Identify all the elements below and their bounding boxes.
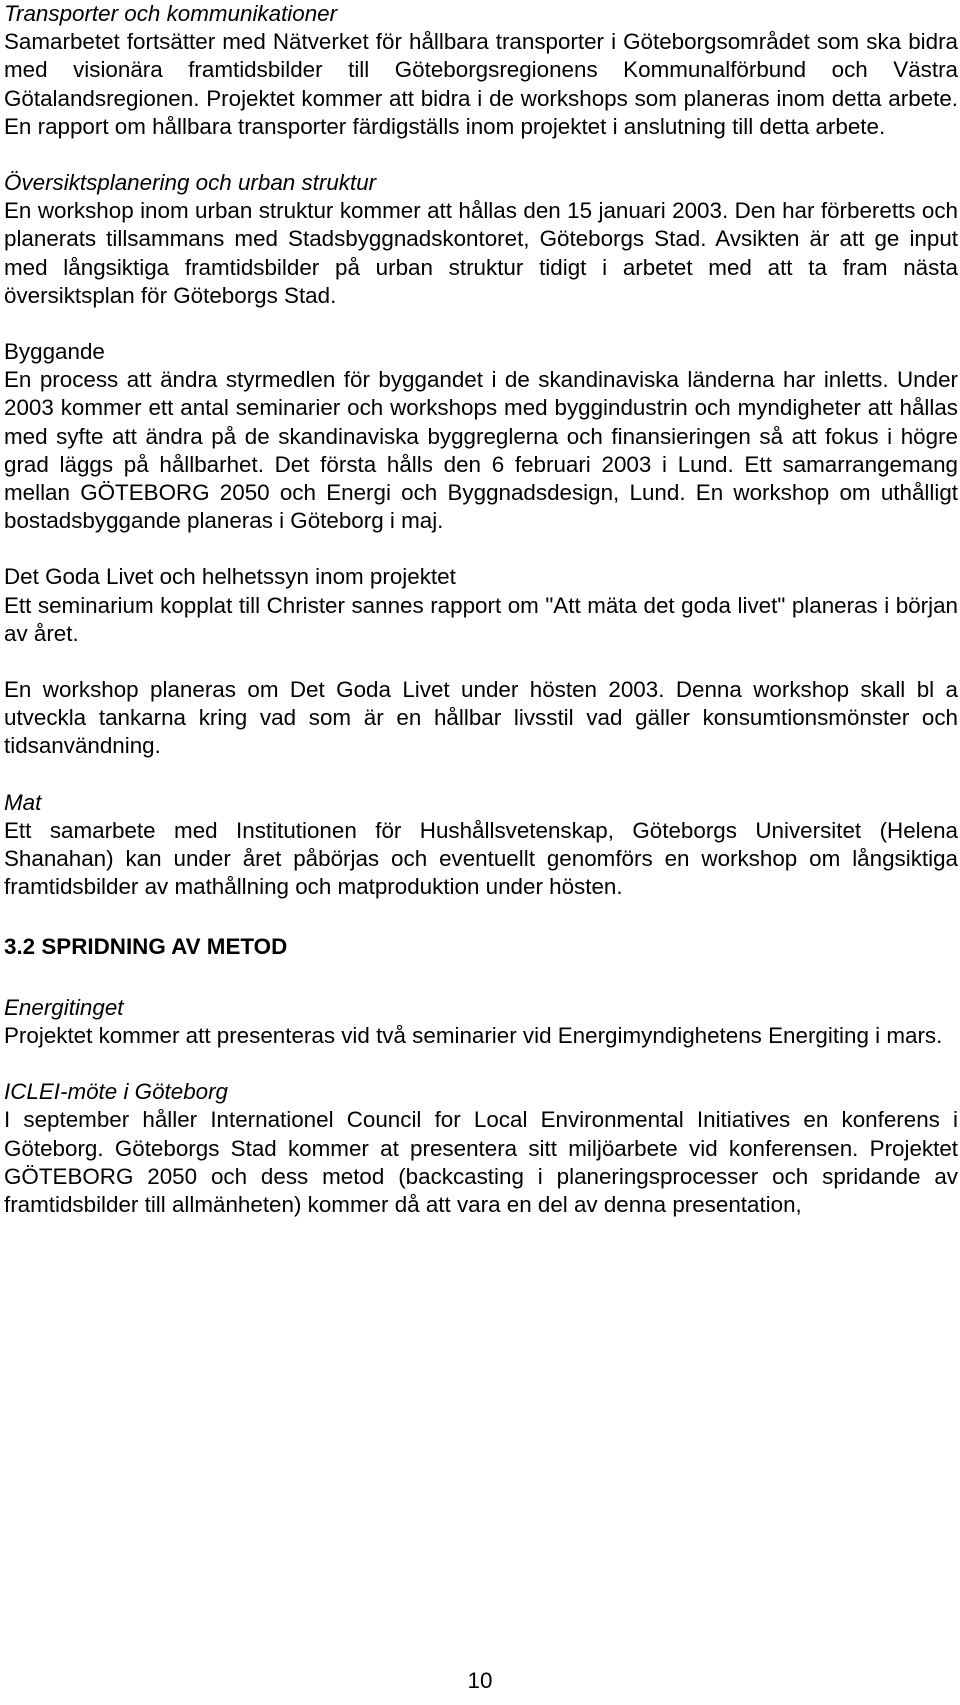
page-number: 10 xyxy=(467,1668,493,1693)
paragraph-oversiktsplanering: En workshop inom urban struktur kommer att hållas den 15 januari 2003. Den har förberetts och planerats tillsammans med Stadsbyggnadskontoret, Göteborgs Stad. Avsikten är att ge input med långsiktiga framtidsbilder på urban struktur tidigt i arbetet med att ta fram nästa översiktsplan för Göteborgs Stad. xyxy=(4,198,958,308)
paragraph-mat: Ett samarbete med Institutionen för Hushållsvetenskap, Göteborgs Universitet (Helena Shanahan) kan under året påbörjas och eventuellt genomförs en workshop om långsiktiga framtidsbilder av mathållning och matproduktion under hösten. xyxy=(4,817,958,900)
paragraph-energitinget: Projektet kommer att presenteras vid två seminarier vid Energimyndighetens Energiting i mars. xyxy=(4,1022,943,1048)
heading-goda-livet: Det Goda Livet och helhetssyn inom projektet xyxy=(4,564,456,590)
paragraph-iclei: I september håller Internationel Council for Local Environmental Initiatives en konferens i Göteborg. Göteborgs Stad kommer at presentera sitt miljöarbete vid konferensen. Projektet GÖTEBORG 2050 och dess metod (backcasting i planeringsprocesser och spridande av framtidsbilder till allmänheten) kommer då att vara en del av denna presentation, xyxy=(4,1107,958,1217)
heading-oversiktsplanering: Översiktsplanering och urban struktur xyxy=(4,170,377,196)
section-title: 3.2 SPRIDNING AV METOD xyxy=(4,934,288,960)
paragraph-goda-livet-workshop: En workshop planeras om Det Goda Livet under hösten 2003. Denna workshop skall bl a utveckla tankarna kring vad som är en hållbar livsstil vad gäller konsumtionsmönster och tidsanvändning. xyxy=(4,677,958,759)
heading-byggande: Byggande xyxy=(4,339,105,365)
paragraph-transport: Samarbetet fortsätter med Nätverket för hållbara transporter i Göteborgsområdet som ska bidra med visionära framtidsbilder till Göteborgsregionens Kommunalförbund och Västra Götalandsregionen. Projektet kommer att bidra i de workshops som planeras inom detta arbete. En rapport om hållbara transporter färdigställs inom projektet i anslutning till detta arbete. xyxy=(4,29,958,139)
heading-energitinget: Energitinget xyxy=(4,994,124,1020)
heading-mat: Mat xyxy=(4,789,42,815)
document-page xyxy=(4,0,958,1219)
heading-transport: Transporter och kommunikationer xyxy=(4,1,338,26)
paragraph-byggande: En process att ändra styrmedlen för byggandet i de skandinaviska länderna har inletts. Under 2003 kommer ett antal seminarier och workshops med byggindustrin och myndigheter att hållas med syfte att ändra på de skandinaviska byggreglerna och finansieringen så att fokus i högre grad läggs på hållbarhet. Det första hålls den 6 februari 2003 i Lund. Ett samarrangemang mellan GÖTEBORG 2050 och Energi och Byggnadsdesign, Lund. En workshop om uthålligt bostadsbyggande planeras i Göteborg i maj. xyxy=(4,367,958,534)
heading-iclei: ICLEI-möte i Göteborg xyxy=(4,1079,229,1105)
paragraph-goda-livet: Ett seminarium kopplat till Christer sannes rapport om "Att mäta det goda livet" planeras i början av året. xyxy=(4,592,958,646)
